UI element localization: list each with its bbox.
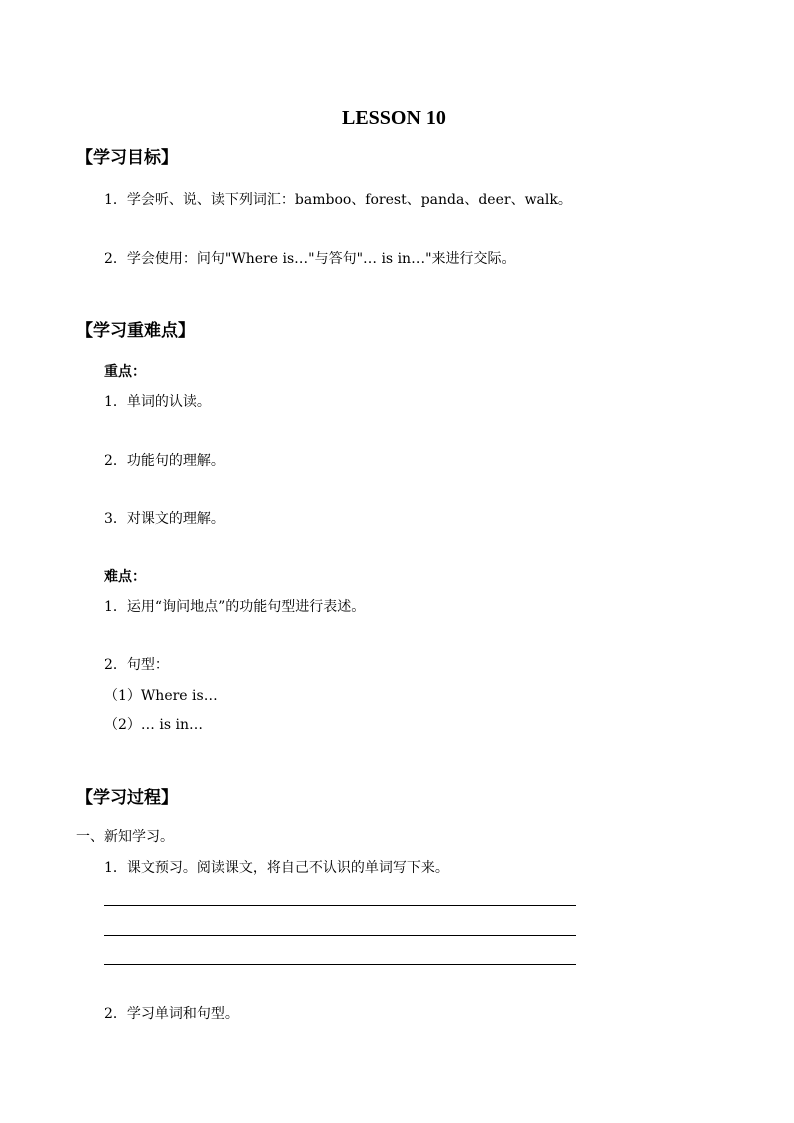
- difficulty-label: 难点：: [104, 569, 146, 585]
- difficulty-item: （2）… is in…: [104, 717, 203, 733]
- focus-item: 1．单词的认读。: [104, 394, 211, 410]
- key-points-heading: 【学习重难点】: [76, 321, 195, 341]
- focus-item: 2．功能句的理解。: [104, 453, 225, 469]
- process-heading: 【学习过程】: [76, 788, 178, 808]
- process-step-two: 2．学习单词和句型。: [104, 1006, 239, 1022]
- answer-line: [104, 964, 576, 965]
- process-part-one: 一、新知学习。: [76, 829, 174, 845]
- focus-item: 3．对课文的理解。: [104, 511, 225, 527]
- document-title: LESSON 10: [342, 107, 446, 129]
- objective-item: 1．学会听、说、读下列词汇：bamboo、forest、panda、deer、walk。: [104, 192, 572, 208]
- process-step-one: 1．课文预习。阅读课文，将自己不认识的单词写下来。: [104, 860, 449, 876]
- difficulty-item: 2．句型：: [104, 657, 169, 673]
- difficulty-item: （1）Where is…: [104, 688, 218, 704]
- objectives-heading: 【学习目标】: [76, 148, 178, 168]
- answer-line: [104, 935, 576, 936]
- objective-item: 2．学会使用：问句"Where is…"与答句"… is in…"来进行交际。: [104, 251, 516, 267]
- difficulty-item: 1．运用“询问地点”的功能句型进行表述。: [104, 599, 366, 615]
- answer-line: [104, 905, 576, 906]
- focus-label: 重点：: [104, 364, 146, 380]
